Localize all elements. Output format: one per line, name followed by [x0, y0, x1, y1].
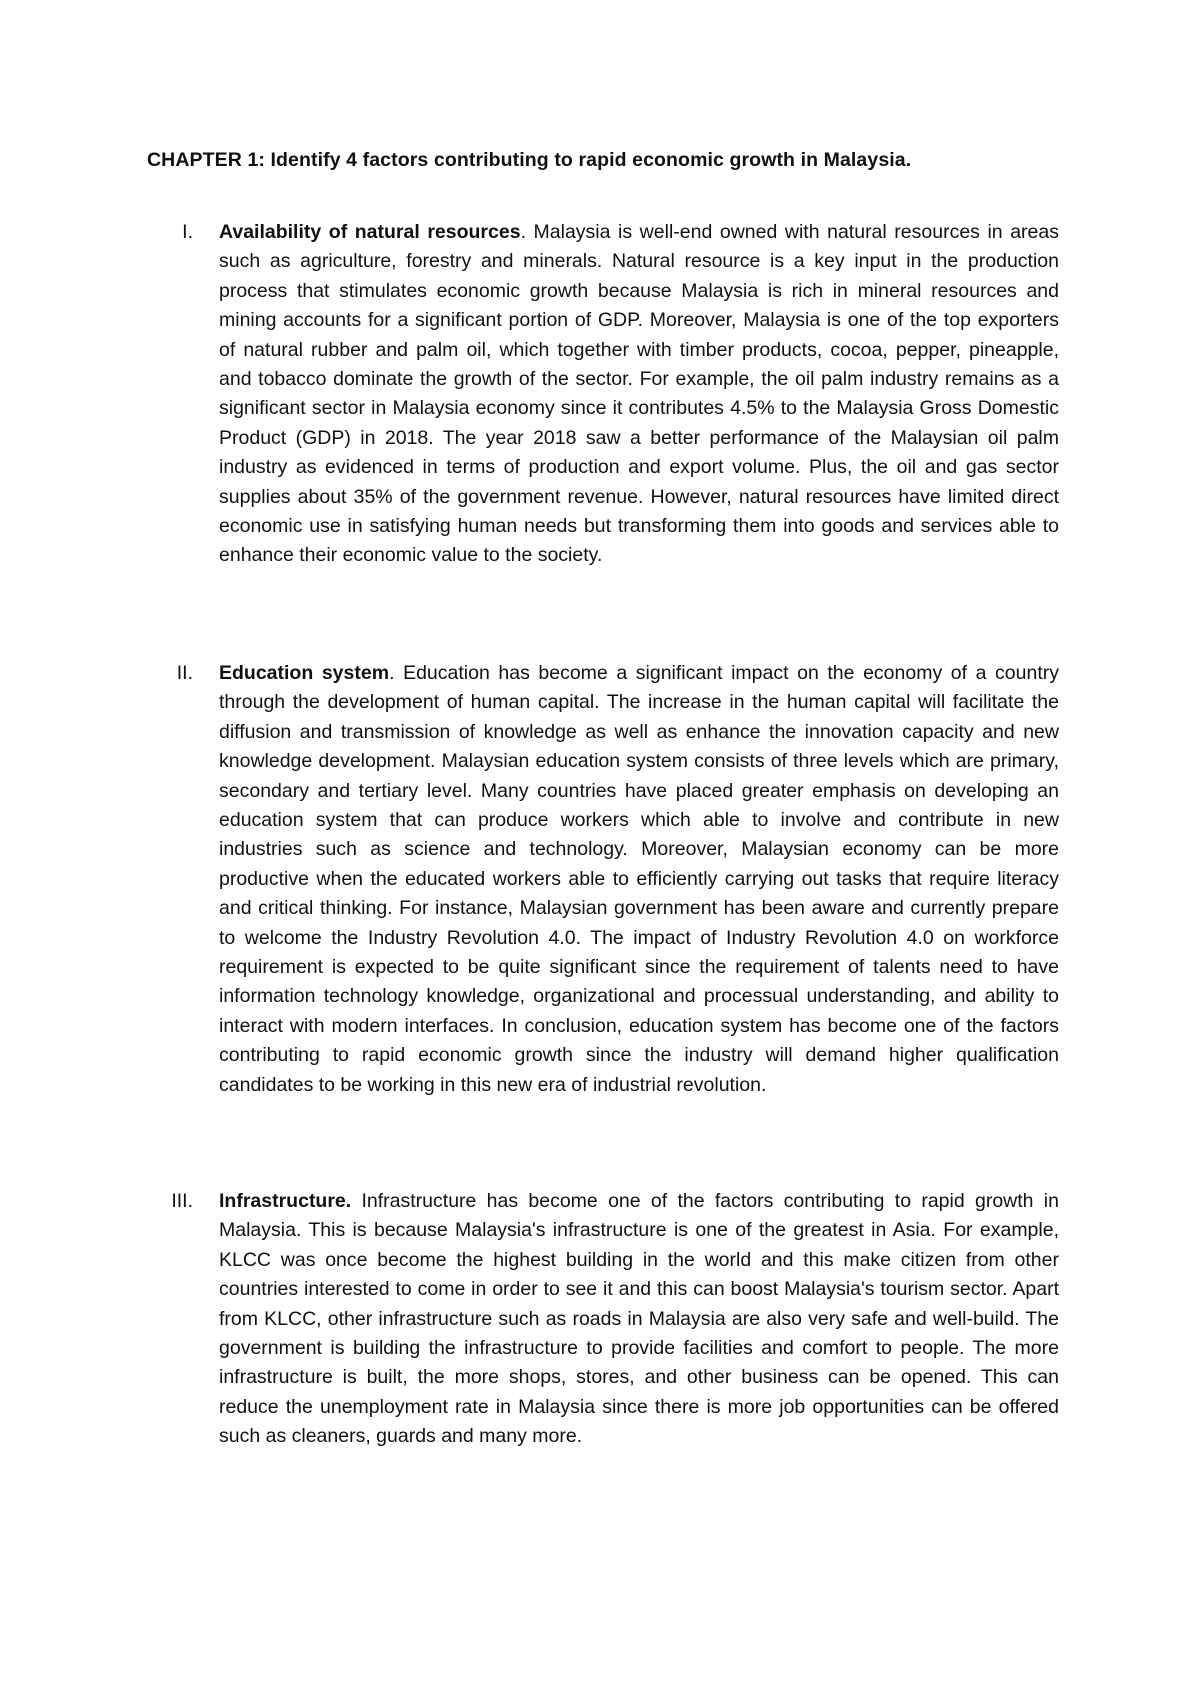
factor-numeral: III.	[171, 1190, 193, 1212]
factor-heading: Infrastructure.	[219, 1190, 352, 1212]
factor-text: Infrastructure has become one of the factors contributing to rapid growth in Malaysia. This is because Malaysia's infrastructure is one of the greatest in Asia. For example, KLCC was once become the highest building in the world and this make citizen from other countries interested to come in order to see it and this can boost Malaysia's tourism sector. Apart from KLCC, other infrastructure such as roads in Malaysia are also very safe and well-build. The government is building the infrastructure to provide facilities and comfort to people. The more infrastructure is built, the more shops, stores, and other business can be opened. This can reduce the unemployment rate in Malaysia since there is more job opportunities can be offered such as cleaners, guards and many more.	[219, 1190, 1059, 1448]
factor-numeral: II.	[176, 662, 193, 684]
factor-paragraph	[219, 218, 1059, 571]
factor-text: . Education has become a significant impact on the economy of a country through the development of human capital. The increase in the human capital will facilitate the diffusion and transmission of knowledge as well as enhance the innovation capacity and new knowledge development. Malaysian education system consists of three levels which are primary, secondary and tertiary level. Many countries have placed greater emphasis on developing an education system that can produce workers which able to involve and contribute in new industries such as science and technology. Moreover, Malaysian economy can be more productive when the educated workers able to efficiently carrying out tasks that require literacy and critical thinking. For instance, Malaysian government has been aware and currently prepare to welcome the Industry Revolution 4.0. The impact of Industry Revolution 4.0 on workforce requirement is expected to be quite significant since the requirement of talents need to have information technology knowledge, organizational and processual understanding, and ability to interact with modern interfaces. In conclusion, education system has become one of the factors contributing to rapid economic growth since the industry will demand higher qualification candidates to be working in this new era of industrial revolution.	[219, 662, 1059, 1096]
factor-paragraph	[219, 1187, 1059, 1452]
factor-text: . Malaysia is well-end owned with natural resources in areas such as agriculture, forestry and minerals. Natural resource is a key input in the production process that stimulates economic growth because Malaysia is rich in mineral resources and mining accounts for a significant portion of GDP. Moreover, Malaysia is one of the top exporters of natural rubber and palm oil, which together with timber products, cocoa, pepper, pineapple, and tobacco dominate the growth of the sector. For example, the oil palm industry remains as a significant sector in Malaysia economy since it contributes 4.5% to the Malaysia Gross Domestic Product (GDP) in 2018. The year 2018 saw a better performance of the Malaysian oil palm industry as evidenced in terms of production and export volume. Plus, the oil and gas sector supplies about 35% of the government revenue. However, natural resources have limited direct economic use in satisfying human needs but transforming them into goods and services able to enhance their economic value to the society.	[219, 221, 1059, 567]
chapter-title: CHAPTER 1: Identify 4 factors contributing to rapid economic growth in Malaysia.	[147, 149, 912, 171]
factor-paragraph	[219, 659, 1059, 1100]
factor-heading: Education system	[219, 662, 390, 684]
factor-heading: Availability of natural resources	[219, 221, 521, 243]
factor-numeral: I.	[182, 221, 193, 243]
